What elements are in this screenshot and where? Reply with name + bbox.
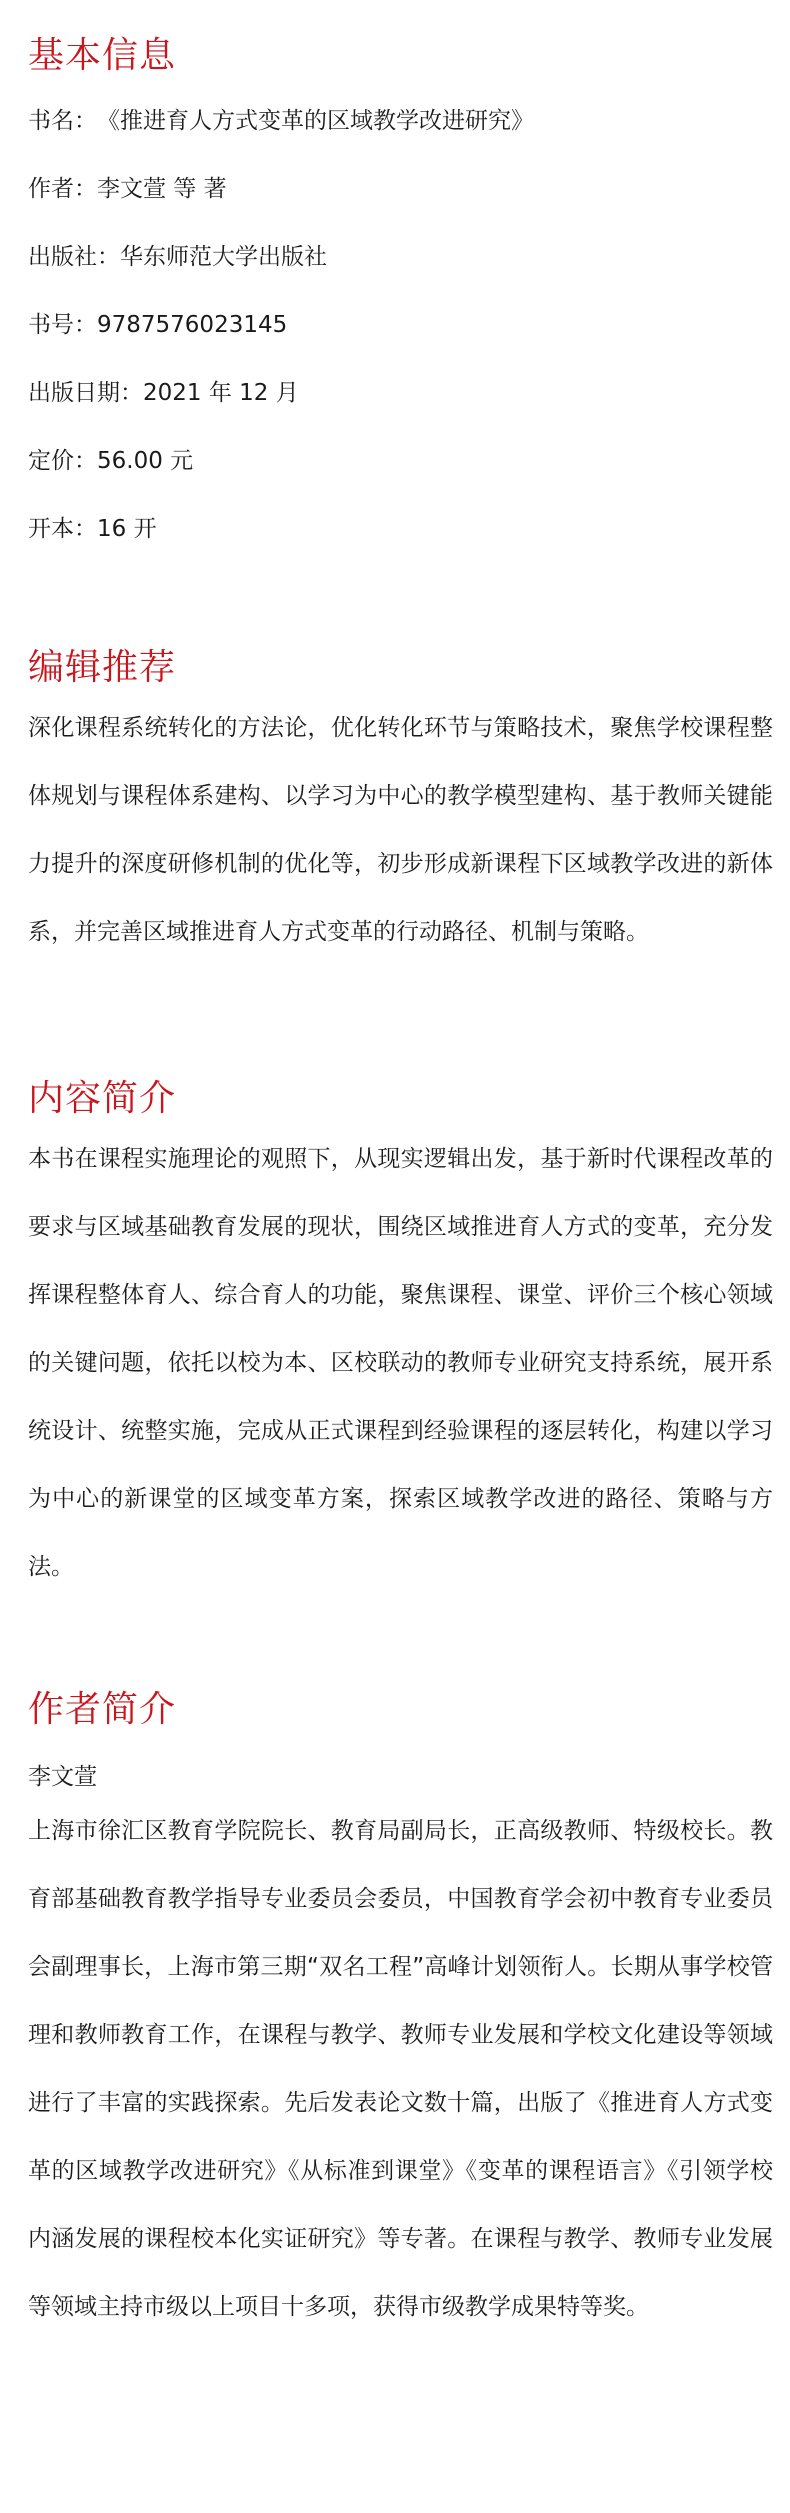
info-publish-date <box>28 378 773 446</box>
editor-recommend-text: 深化课程系统转化的方法论，优化转化环节与策略技术，聚焦学校课程整体规划与课程体系建构、以学习为中心的教学模型建构、基于教师关键能力提升的深度研修机制的优化等，初步形成新课程下区域教学改进的新体系，并完善区域推进育人方式变革的行动路径、机制与策略。 <box>28 715 773 945</box>
info-value: 华东师范大学出版社 <box>120 244 327 270</box>
info-label: 作者： <box>28 176 97 202</box>
author-intro-section <box>28 1686 773 2341</box>
info-title <box>28 106 773 174</box>
info-value: 9787576023145 <box>97 312 288 338</box>
basic-info-section <box>28 32 773 582</box>
info-price <box>28 446 773 514</box>
info-value: 《推进育人方式变革的区域教学改进研究》 <box>97 108 534 134</box>
editor-recommend-section <box>28 644 773 966</box>
author-name: 李文萱 <box>28 1764 97 1790</box>
info-label: 书名： <box>28 108 97 134</box>
info-label: 出版社： <box>28 244 120 270</box>
content-intro-heading: 内容简介 <box>28 1078 177 1119</box>
author-intro-text: 上海市徐汇区教育学院院长、教育局副局长，正高级教师、特级校长。教育部基础教育教学指导专业委员会委员，中国教育学会初中教育专业委员会副理事长，上海市第三期“双名工程”高峰计划领衔人。长期从事学校管理和教师教育工作，在课程与教学、教师专业发展和学校文化建设等领域进行了丰富的实践探索。先后发表论文数十篇，出版了《推进育人方式变革的区域教学改进研究》《从标准到课堂》《变革的课程语言》《引领学校内涵发展的课程校本化实证研究》等专著。在课程与教学、教师专业发展等领域主持市级以上项目十多项，获得市级教学成果特等奖。 <box>28 1818 773 2320</box>
basic-info-heading: 基本信息 <box>28 35 177 76</box>
info-value: 2021 年 12 月 <box>143 380 299 406</box>
info-value: 16 开 <box>97 516 157 542</box>
info-label: 书号： <box>28 312 97 338</box>
info-publisher <box>28 242 773 310</box>
info-label: 开本： <box>28 516 97 542</box>
info-isbn <box>28 310 773 378</box>
content-intro-text: 本书在课程实施理论的观照下，从现实逻辑出发，基于新时代课程改革的要求与区域基础教育发展的现状，围绕区域推进育人方式的变革，充分发挥课程整体育人、综合育人的功能，聚焦课程、课堂、评价三个核心领域的关键问题，依托以校为本、区校联动的教师专业研究支持系统，展开系统设计、统整实施，完成从正式课程到经验课程的逐层转化，构建以学习为中心的新课堂的区域变革方案，探索区域教学改进的路径、策略与方法。 <box>28 1146 773 1580</box>
info-value: 56.00 元 <box>97 448 194 474</box>
info-label: 定价： <box>28 448 97 474</box>
author-intro-heading: 作者简介 <box>28 1689 177 1730</box>
info-author <box>28 174 773 242</box>
content-intro-section <box>28 1075 773 1601</box>
info-label: 出版日期： <box>28 380 143 406</box>
info-format <box>28 514 773 582</box>
editor-recommend-heading: 编辑推荐 <box>28 647 177 688</box>
info-value: 李文萱 等 著 <box>97 176 227 202</box>
